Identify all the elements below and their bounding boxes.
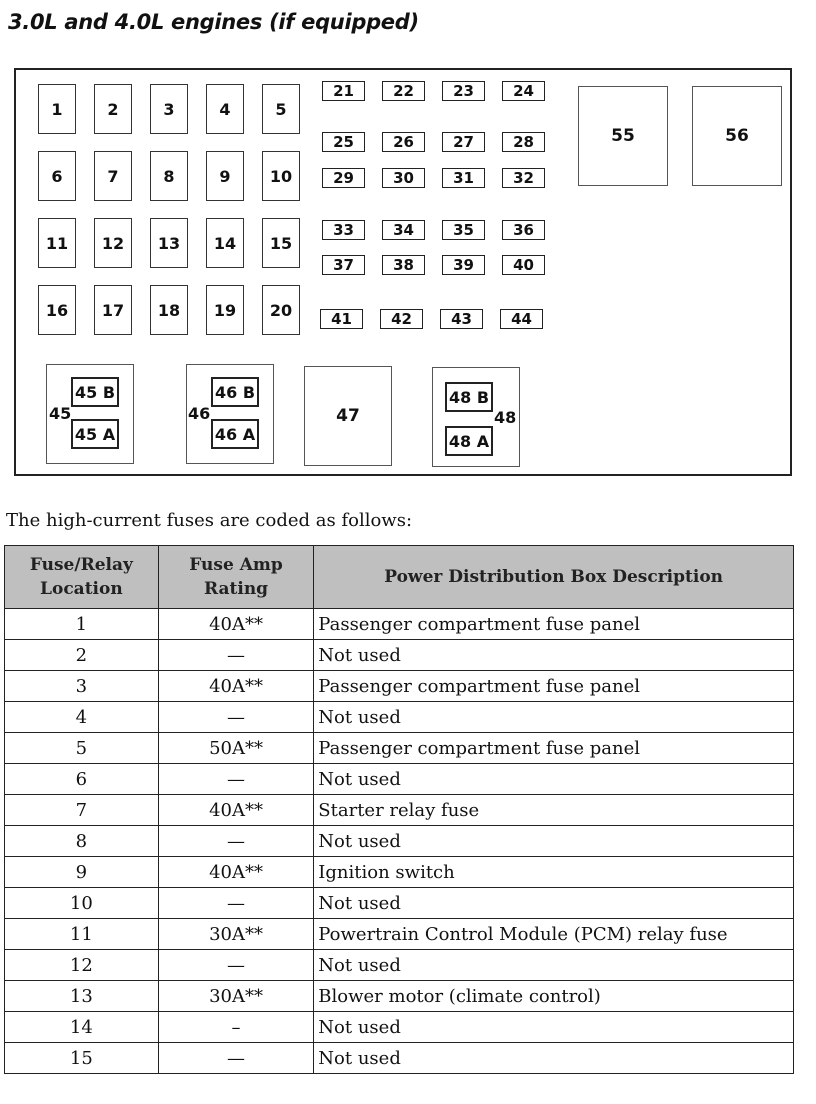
fuse-38: 38 <box>382 255 425 275</box>
table-row <box>5 826 794 857</box>
fuse-29: 29 <box>322 168 365 188</box>
table-row <box>5 857 794 888</box>
cell-rating: — <box>158 1043 314 1074</box>
cell-rating: 40A** <box>158 609 314 640</box>
relay-45a: 45 A <box>71 419 119 449</box>
fuse-15: 15 <box>262 218 300 268</box>
fuse-40: 40 <box>502 255 545 275</box>
cell-location: 13 <box>5 981 159 1012</box>
header-rating: Fuse Amp Rating <box>158 546 314 609</box>
fuse-37: 37 <box>322 255 365 275</box>
cell-location: 10 <box>5 888 159 919</box>
cell-rating: 40A** <box>158 671 314 702</box>
cell-rating: 30A** <box>158 919 314 950</box>
fuse-23: 23 <box>442 81 485 101</box>
cell-description: Not used <box>314 950 794 981</box>
fuse-14: 14 <box>206 218 244 268</box>
fuse-43: 43 <box>440 309 483 329</box>
cell-description: Ignition switch <box>314 857 794 888</box>
fuse-36: 36 <box>502 220 545 240</box>
cell-rating: – <box>158 1012 314 1043</box>
fuse-5: 5 <box>262 84 300 134</box>
fuse-12: 12 <box>94 218 132 268</box>
cell-location: 9 <box>5 857 159 888</box>
table-row <box>5 950 794 981</box>
fuse-13: 13 <box>150 218 188 268</box>
relay-46a: 46 A <box>211 419 259 449</box>
cell-rating: — <box>158 950 314 981</box>
fuse-2: 2 <box>94 84 132 134</box>
cell-description: Not used <box>314 826 794 857</box>
table-row <box>5 702 794 733</box>
holder-48-label: 48 <box>494 408 517 427</box>
cell-description: Powertrain Control Module (PCM) relay fuse <box>314 919 794 950</box>
fuse-31: 31 <box>442 168 485 188</box>
table-row <box>5 1043 794 1074</box>
table-row <box>5 888 794 919</box>
cell-description: Passenger compartment fuse panel <box>314 733 794 764</box>
fuse-28: 28 <box>502 132 545 152</box>
cell-rating: — <box>158 640 314 671</box>
cell-location: 6 <box>5 764 159 795</box>
fuse-6: 6 <box>38 151 76 201</box>
cell-location: 7 <box>5 795 159 826</box>
cell-description: Passenger compartment fuse panel <box>314 609 794 640</box>
cell-location: 4 <box>5 702 159 733</box>
cell-description: Starter relay fuse <box>314 795 794 826</box>
cell-rating: 40A** <box>158 795 314 826</box>
cell-rating: — <box>158 826 314 857</box>
fuse-4: 4 <box>206 84 244 134</box>
table-row <box>5 609 794 640</box>
fuse-11: 11 <box>38 218 76 268</box>
fuse-22: 22 <box>382 81 425 101</box>
fuse-16: 16 <box>38 285 76 335</box>
cell-rating: — <box>158 764 314 795</box>
table-row <box>5 764 794 795</box>
table-header-row <box>5 546 794 609</box>
fuse-25: 25 <box>322 132 365 152</box>
cell-description: Not used <box>314 1012 794 1043</box>
fuse-32: 32 <box>502 168 545 188</box>
cell-rating: — <box>158 888 314 919</box>
cell-location: 2 <box>5 640 159 671</box>
fuse-3: 3 <box>150 84 188 134</box>
holder-45-label: 45 <box>49 404 72 423</box>
fuse-19: 19 <box>206 285 244 335</box>
fuse-42: 42 <box>380 309 423 329</box>
relay-56: 56 <box>692 86 782 186</box>
relay-55: 55 <box>578 86 668 186</box>
cell-description: Passenger compartment fuse panel <box>314 671 794 702</box>
cell-description: Not used <box>314 1043 794 1074</box>
cell-location: 11 <box>5 919 159 950</box>
relay-45b: 45 B <box>71 377 119 407</box>
relay-47: 47 <box>304 366 392 466</box>
fuse-24: 24 <box>502 81 545 101</box>
cell-location: 3 <box>5 671 159 702</box>
cell-location: 1 <box>5 609 159 640</box>
header-description: Power Distribution Box Description <box>314 546 794 609</box>
relay-46b: 46 B <box>211 377 259 407</box>
cell-description: Not used <box>314 640 794 671</box>
cell-rating: — <box>158 702 314 733</box>
fuse-35: 35 <box>442 220 485 240</box>
cell-description: Not used <box>314 764 794 795</box>
relay-48b: 48 B <box>445 382 493 412</box>
fuse-17: 17 <box>94 285 132 335</box>
table-caption: The high-current fuses are coded as follows: <box>6 510 413 531</box>
fuse-1: 1 <box>38 84 76 134</box>
fuse-21: 21 <box>322 81 365 101</box>
fuse-18: 18 <box>150 285 188 335</box>
cell-location: 15 <box>5 1043 159 1074</box>
holder-46-label: 46 <box>188 404 211 423</box>
cell-location: 8 <box>5 826 159 857</box>
fuse-7: 7 <box>94 151 132 201</box>
cell-rating: 30A** <box>158 981 314 1012</box>
fuse-44: 44 <box>500 309 543 329</box>
fuse-20: 20 <box>262 285 300 335</box>
cell-location: 14 <box>5 1012 159 1043</box>
fuse-30: 30 <box>382 168 425 188</box>
cell-description: Not used <box>314 888 794 919</box>
table-row <box>5 981 794 1012</box>
fuse-box-diagram <box>14 68 792 476</box>
cell-description: Blower motor (climate control) <box>314 981 794 1012</box>
page-title: 3.0L and 4.0L engines (if equipped) <box>8 10 419 34</box>
fuse-27: 27 <box>442 132 485 152</box>
fuse-33: 33 <box>322 220 365 240</box>
fuse-39: 39 <box>442 255 485 275</box>
relay-48a: 48 A <box>445 426 493 456</box>
table-row <box>5 1012 794 1043</box>
table-row <box>5 919 794 950</box>
fuse-10: 10 <box>262 151 300 201</box>
cell-location: 5 <box>5 733 159 764</box>
cell-rating: 50A** <box>158 733 314 764</box>
cell-rating: 40A** <box>158 857 314 888</box>
fuse-34: 34 <box>382 220 425 240</box>
fuse-41: 41 <box>320 309 363 329</box>
fuse-26: 26 <box>382 132 425 152</box>
table-row <box>5 795 794 826</box>
table-row <box>5 640 794 671</box>
header-location: Fuse/Relay Location <box>5 546 159 609</box>
table-row <box>5 671 794 702</box>
fuse-table <box>4 545 794 1074</box>
fuse-8: 8 <box>150 151 188 201</box>
table-row <box>5 733 794 764</box>
fuse-9: 9 <box>206 151 244 201</box>
cell-location: 12 <box>5 950 159 981</box>
cell-description: Not used <box>314 702 794 733</box>
